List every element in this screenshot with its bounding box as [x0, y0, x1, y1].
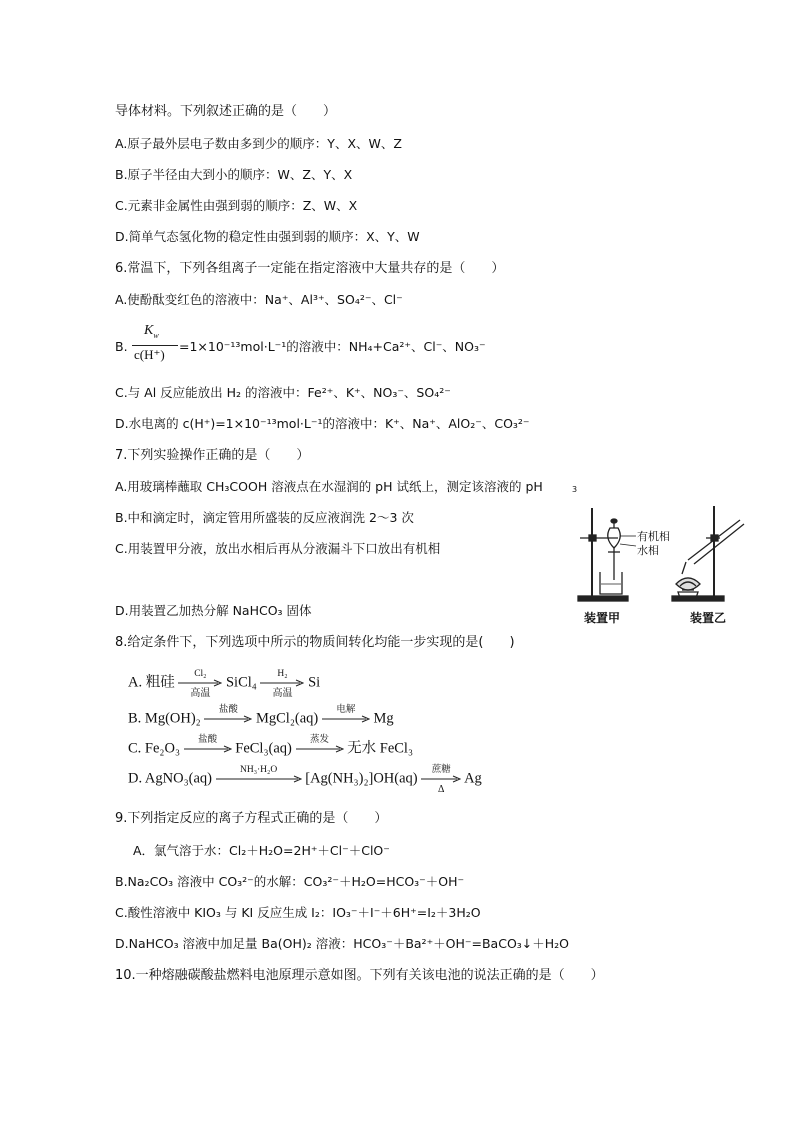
label-organic-phase: 有机相 — [637, 530, 670, 543]
q8-c-arrow-1: 盐酸 — [184, 734, 232, 764]
q9-stem: 9.下列指定反应的离子方程式正确的是（ ） — [115, 811, 388, 826]
q9-option-b: B.Na₂CO₃ 溶液中 CO₃²⁻的水解：CO₃²⁻＋H₂O=HCO₃⁻＋OH⁻ — [115, 874, 465, 889]
q5-option-d: D.简单气态氢化物的稳定性由强到弱的顺序：X、Y、W — [115, 229, 420, 244]
q8-b-mid: MgCl₂(aq) — [255, 710, 319, 727]
q6-option-c: C.与 Al 反应能放出 H₂ 的溶液中：Fe²⁺、K⁺、NO₃⁻、SO₄²⁻ — [115, 385, 451, 400]
arrow-right-icon — [296, 745, 344, 753]
fraction-bar — [132, 345, 178, 346]
q7-option-b: B.中和滴定时，滴定管用所盛装的反应液润洗 2～3 次 — [115, 510, 414, 525]
caption-yi: 装置乙 — [690, 611, 727, 625]
q8-option-d — [128, 764, 482, 794]
apparatus-yi-drawing — [672, 506, 744, 601]
arrow-right-icon — [204, 715, 252, 723]
q8-option-c — [128, 734, 413, 764]
q5-continuation: 导体材料。下列叙述正确的是（ ） — [115, 104, 337, 119]
q8-a-mid: SiCl₄ — [225, 674, 257, 691]
q6-option-a: A.使酚酞变红色的溶液中：Na⁺、Al³⁺、SO₄²⁻、Cl⁻ — [115, 292, 403, 307]
q6-option-d: D.水电离的 c(H⁺)=1×10⁻¹³mol·L⁻¹的溶液中：K⁺、Na⁺、AlO₂⁻、CO₃²⁻ — [115, 416, 530, 431]
q8-b-end: Mg — [373, 710, 394, 727]
q8-b-arrow-2: 电解 — [322, 704, 370, 734]
q7-option-a: A.用玻璃棒蘸取 CH₃COOH 溶液点在水湿润的 pH 试纸上，测定该溶液的 pH — [115, 479, 543, 494]
q7-option-c: C.用装置甲分液，放出水相后再从分液漏斗下口放出有机相 — [115, 541, 441, 556]
page-edge-mark: 3 — [572, 485, 578, 494]
q8-option-a — [128, 668, 320, 698]
q8-a-arrow-2: H₂ 高温 — [260, 668, 304, 698]
q8-a-arrow-1: Cl₂ 高温 — [178, 668, 222, 698]
q5-option-c: C.元素非金属性由强到弱的顺序：Z、W、X — [115, 198, 358, 213]
q8-c-arrow-2: 蒸发 — [296, 734, 344, 764]
q8-a-start: A. 粗硅 — [128, 674, 175, 691]
arrow-right-icon — [216, 775, 302, 783]
q8-d-mid: [Ag(NH₃)₂]OH(aq) — [305, 770, 418, 787]
q5-option-b: B.原子半径由大到小的顺序：W、Z、Y、X — [115, 167, 353, 182]
q8-d-end: Ag — [464, 770, 482, 787]
q8-b-arrow-1: 盐酸 — [204, 704, 252, 734]
q8-d-start: D. AgNO₃(aq) — [128, 770, 212, 787]
arrow-right-icon — [184, 745, 232, 753]
q8-d-arrow-2: 蔗糖 Δ — [421, 764, 461, 794]
q5-option-a: A.原子最外层电子数由多到少的顺序：Y、X、W、Z — [115, 136, 402, 151]
q7-stem: 7.下列实验操作正确的是（ ） — [115, 448, 310, 463]
q6-option-b-fraction — [132, 323, 178, 369]
q9-option-a: A．氯气溶于水：Cl₂＋H₂O=2H⁺＋Cl⁻＋ClO⁻ — [133, 843, 390, 858]
q8-a-end: Si — [308, 674, 321, 691]
q6-option-b-prefix: B. — [115, 339, 128, 354]
fraction-denominator: c(H⁺) — [134, 347, 165, 362]
q8-d-arrow-1: NH₃·H₂O — [216, 764, 302, 794]
q8-stem: 8.给定条件下，下列选项中所示的物质间转化均能一步实现的是( ) — [115, 635, 515, 650]
fraction-numerator: $K_w$ — [144, 323, 159, 340]
q6-stem: 6.常温下，下列各组离子一定能在指定溶液中大量共存的是（ ） — [115, 261, 505, 276]
apparatus-jia-drawing — [578, 508, 636, 601]
q10-stem: 10.一种熔融碳酸盐燃料电池原理示意如图。下列有关该电池的说法正确的是（ ） — [115, 968, 604, 983]
q6-option-b-text: =1×10⁻¹³mol·L⁻¹的溶液中：NH₄+Ca²⁺、Cl⁻、NO₃⁻ — [179, 339, 486, 354]
q8-c-start: C. Fe₂O₃ — [128, 740, 181, 757]
q9-option-c: C.酸性溶液中 KIO₃ 与 KI 反应生成 I₂：IO₃⁻＋I⁻＋6H⁺=I₂＋3H₂O — [115, 905, 481, 920]
q7-option-d: D.用装置乙加热分解 NaHCO₃ 固体 — [115, 603, 312, 618]
apparatus-figure — [570, 500, 770, 630]
q8-c-mid: FeCl₃(aq) — [235, 740, 292, 757]
q8-b-start: B. Mg(OH)₂ — [128, 710, 201, 727]
q8-option-b — [128, 704, 394, 734]
q8-c-end: 无水 FeCl₃ — [347, 740, 414, 757]
arrow-right-icon — [322, 715, 370, 723]
label-water-phase: 水相 — [637, 544, 659, 557]
q9-option-d: D.NaHCO₃ 溶液中加足量 Ba(OH)₂ 溶液：HCO₃⁻＋Ba²⁺＋OH⁻=BaCO₃↓＋H₂O — [115, 936, 570, 951]
caption-jia: 装置甲 — [584, 611, 621, 625]
